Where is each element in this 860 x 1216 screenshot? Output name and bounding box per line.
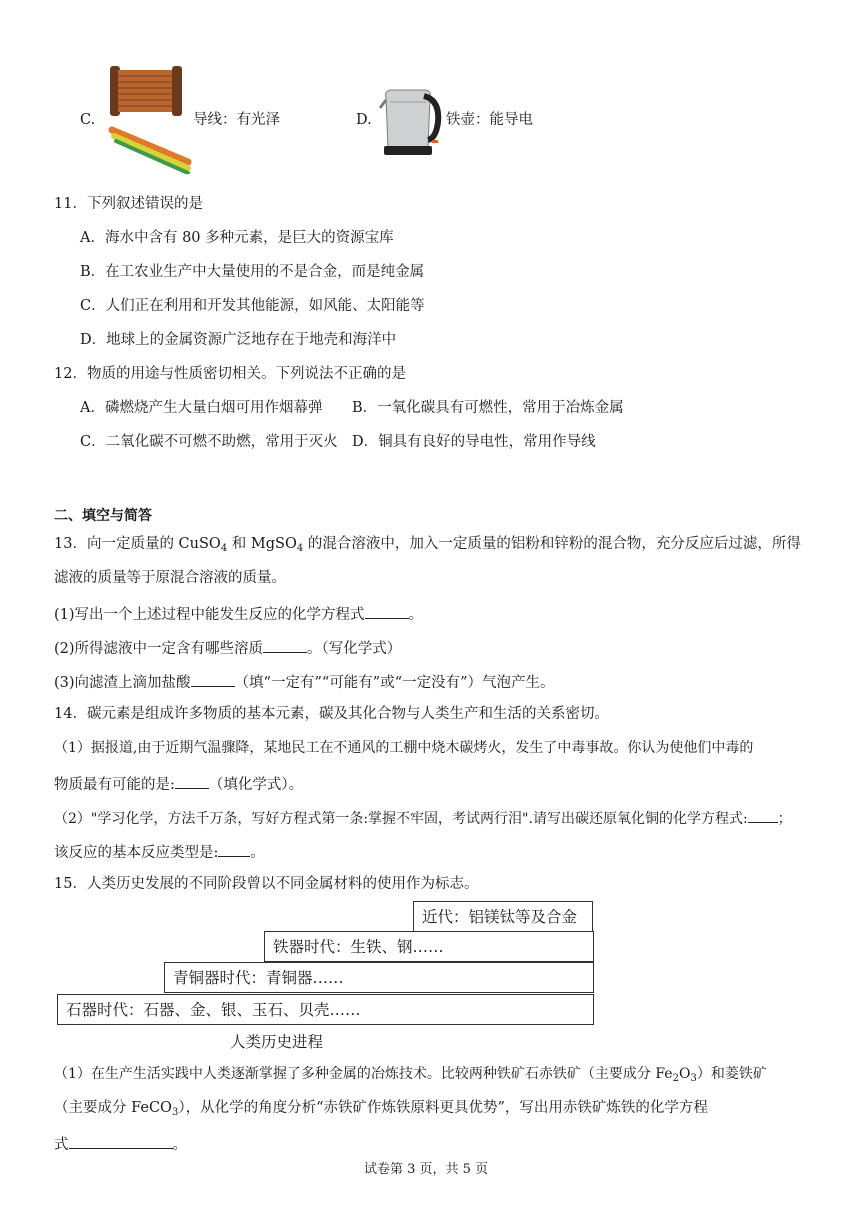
q11-stem: 11．下列叙述错误的是 [54, 196, 203, 212]
q12-option-a: A．磷燃烧产生大量白烟可用作烟幕弹 [80, 400, 323, 416]
q13-part3: (3)向滤渣上滴加盐酸 （填“一定有”“可能有”或“一定没有”）气泡产生。 [54, 670, 555, 693]
box-bronze-age: 青铜器时代：青铜器…… [164, 962, 594, 993]
option-c-text: 导线：有光泽 [193, 112, 280, 128]
q13-part2: (2)所得滤液中一定含有哪些溶质 。（写化学式） [54, 636, 401, 659]
q12-option-c: C．二氧化碳不可燃不助燃，常用于灭火 [80, 434, 338, 450]
q14-part2-line2: 该反应的基本反应类型是: 。 [54, 840, 265, 863]
answer-blank[interactable] [175, 772, 209, 789]
q14-part2-line1: （2）"学习化学，方法千万条，写好方程式第一条:掌握不牢固，考试两行泪".请写出碳还原氧化铜的化学方程式: ； [54, 806, 792, 829]
q11-option-b: B．在工农业生产中大量使用的不是合金，而是纯金属 [80, 264, 425, 280]
section-title: 二、填空与简答 [54, 508, 152, 524]
option-c-label: C. [80, 112, 96, 128]
option-d-text: 铁壶：能导电 [446, 112, 533, 128]
q11-option-a: A．海水中含有 80 多种元素，是巨大的资源宝库 [80, 230, 394, 246]
answer-blank[interactable] [69, 1132, 173, 1149]
box-modern-era: 近代：铝镁钛等及合金 [413, 901, 593, 932]
q11-option-d: D．地球上的金属资源广泛地存在于地壳和海洋中 [80, 332, 397, 348]
option-d-label: D. [356, 112, 372, 128]
q15-stem: 15．人类历史发展的不同阶段曾以不同金属材料的使用作为标志。 [54, 876, 479, 892]
kettle-image [378, 78, 442, 158]
q15-part1-line3: 式 。 [54, 1132, 187, 1155]
q13-stem-line1: 13．向一定质量的 CuSO$_4$ 和 MgSO$_4$ 的混合溶液中，加入一定质量的铝粉和锌粉的混合物，充分反应后过滤，所得 [54, 536, 801, 554]
q15-part1-line2: （主要成分 FeCO$_3$），从化学的角度分析“赤铁矿作炼铁原料更具优势”，写出用赤铁矿炼铁的化学方程 [54, 1100, 708, 1118]
q15-part1-line1: （1）在生产生活实践中人类逐渐掌握了多种金属的冶炼技术。比较两种铁矿石赤铁矿（主要成分 $Fe_2O_3$）和菱铁矿 [54, 1066, 767, 1084]
diagram-caption: 人类历史进程 [230, 1033, 324, 1051]
q12-option-d: D．铜具有良好的导电性，常用作导线 [352, 434, 596, 450]
q13-part1: (1)写出一个上述过程中能发生反应的化学方程式 。 [54, 602, 423, 625]
q14-stem: 14．碳元素是组成许多物质的基本元素，碳及其化合物与人类生产和生活的关系密切。 [54, 706, 609, 722]
q12-option-b: B．一氧化碳具有可燃性，常用于冶炼金属 [352, 400, 624, 416]
answer-blank[interactable] [365, 602, 409, 619]
box-stone-age: 石器时代：石器、金、银、玉石、贝壳…… [57, 994, 594, 1025]
answer-blank[interactable] [263, 636, 307, 653]
q11-option-c: C．人们正在利用和开发其他能源，如风能、太阳能等 [80, 298, 425, 314]
copper-wire-spool-image [104, 62, 196, 174]
q12-stem: 12．物质的用途与性质密切相关。下列说法不正确的是 [54, 366, 406, 382]
q14-part1-line1: （1）据报道,由于近期气温骤降，某地民工在不通风的工棚中烧木碳烤火，发生了中毒事故。你认为使他们中毒的 [54, 740, 754, 756]
answer-blank[interactable] [191, 670, 235, 687]
page-footer: 试卷第 3 页，共 5 页 [364, 1162, 489, 1177]
q13-stem-line2: 滤液的质量等于原混合溶液的质量。 [54, 570, 286, 586]
answer-blank[interactable] [748, 806, 778, 823]
q14-part1-line2: 物质最有可能的是: （填化学式）。 [54, 772, 303, 795]
answer-blank[interactable] [218, 840, 250, 857]
box-iron-age: 铁器时代：生铁、钢…… [264, 931, 594, 962]
